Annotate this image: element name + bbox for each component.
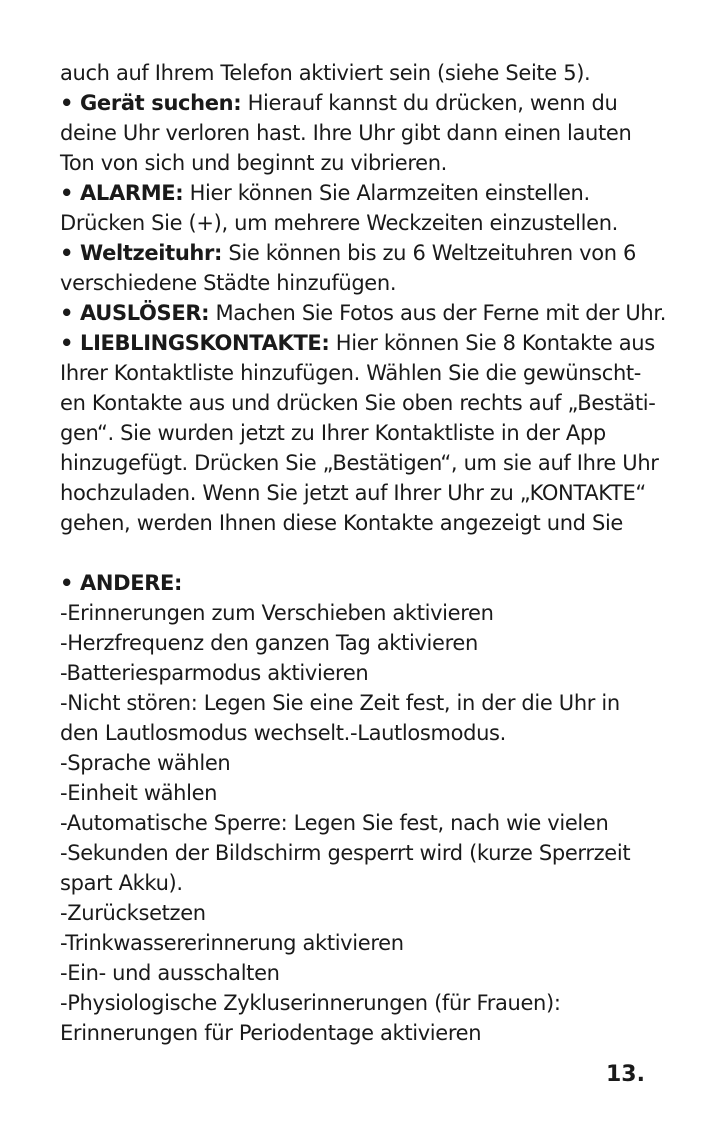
lieblingskontakte-line-3: en Kontakte aus und drücken Sie oben rechts auf „Bestäti- — [60, 391, 656, 415]
andere-term: • ANDERE: — [60, 571, 183, 595]
lieblingskontakte-text: Hier können Sie 8 Kontakte aus — [329, 331, 655, 355]
andere-item: -Erinnerungen zum Verschieben aktivieren — [60, 601, 494, 625]
andere-heading — [60, 568, 680, 598]
geraet-suchen-line-3: Ton von sich und beginnt zu vibrieren. — [60, 151, 447, 175]
lieblingskontakte-line-6: hochzuladen. Wenn Sie jetzt auf Ihrer Uhr zu „KONTAKTE“ — [60, 481, 646, 505]
manual-page-body — [60, 58, 680, 1048]
ausloeser-line-1 — [60, 298, 680, 328]
lieblingskontakte-line-4: gen“. Sie wurden jetzt zu Ihrer Kontaktliste in der App — [60, 421, 606, 445]
andere-item: -Batteriesparmodus aktivieren — [60, 661, 369, 685]
andere-item: -Einheit wählen — [60, 781, 218, 805]
page-number: 13. — [606, 1062, 645, 1087]
andere-item: den Lautlosmodus wechselt.-Lautlosmodus. — [60, 721, 506, 745]
geraet-suchen-line-2: deine Uhr verloren hast. Ihre Uhr gibt dann einen lauten — [60, 121, 632, 145]
lieblingskontakte-line-5: hinzugefügt. Drücken Sie „Bestätigen“, um sie auf Ihre Uhr — [60, 451, 659, 475]
weltzeituhr-text: Sie können bis zu 6 Weltzeituhren von 6 — [222, 241, 636, 265]
andere-item: -Nicht stören: Legen Sie eine Zeit fest, in der die Uhr in — [60, 691, 620, 715]
alarme-line-2: Drücken Sie (+), um mehrere Weckzeiten einzustellen. — [60, 211, 618, 235]
andere-item: Erinnerungen für Periodentage aktivieren — [60, 1021, 482, 1045]
andere-item: -Physiologische Zykluserinnerungen (für Frauen): — [60, 991, 561, 1015]
andere-item: -Trinkwassererinnerung aktivieren — [60, 931, 404, 955]
geraet-suchen-line-1 — [60, 88, 680, 118]
andere-item: -Sekunden der Bildschirm gesperrt wird (kurze Sperrzeit — [60, 841, 631, 865]
ausloeser-term: • AUSLÖSER: — [60, 301, 210, 325]
lieblingskontakte-line-2: Ihrer Kontaktliste hinzufügen. Wählen Sie die gewünscht- — [60, 361, 642, 385]
intro-line: auch auf Ihrem Telefon aktiviert sein (siehe Seite 5). — [60, 61, 591, 85]
weltzeituhr-term: • Weltzeituhr: — [60, 241, 223, 265]
geraet-suchen-text: Hierauf kannst du drücken, wenn du — [241, 91, 618, 115]
lieblingskontakte-term: • LIEBLINGSKONTAKTE: — [60, 331, 330, 355]
andere-item: -Zurücksetzen — [60, 901, 206, 925]
paragraph-gap — [60, 538, 680, 568]
ausloeser-text: Machen Sie Fotos aus der Ferne mit der Uhr. — [209, 301, 667, 325]
alarme-text: Hier können Sie Alarmzeiten einstellen. — [183, 181, 590, 205]
lieblingskontakte-line-7: gehen, werden Ihnen diese Kontakte angezeigt und Sie — [60, 511, 624, 535]
lieblingskontakte-line-1 — [60, 328, 680, 358]
weltzeituhr-line-1 — [60, 238, 680, 268]
andere-item: -Sprache wählen — [60, 751, 231, 775]
andere-item: spart Akku). — [60, 871, 183, 895]
andere-item: -Herzfrequenz den ganzen Tag aktivieren — [60, 631, 478, 655]
alarme-line-1 — [60, 178, 680, 208]
weltzeituhr-line-2: verschiedene Städte hinzufügen. — [60, 271, 397, 295]
geraet-suchen-term: • Gerät suchen: — [60, 91, 242, 115]
alarme-term: • ALARME: — [60, 181, 184, 205]
andere-item: -Automatische Sperre: Legen Sie fest, nach wie vielen — [60, 811, 609, 835]
andere-item: -Ein- und ausschalten — [60, 961, 280, 985]
